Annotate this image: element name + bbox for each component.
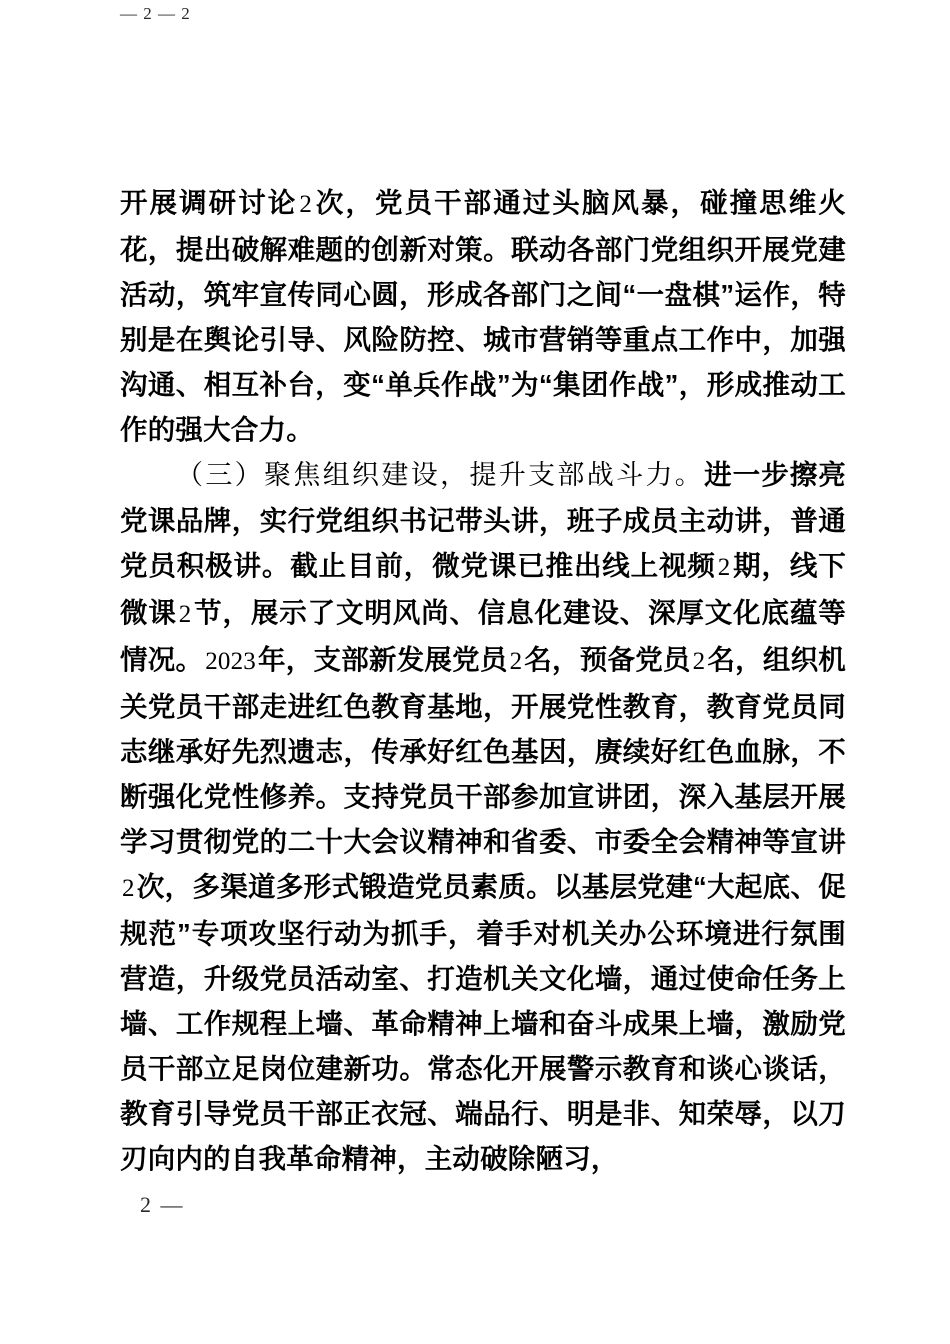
text-run: 名，预备党员	[524, 644, 691, 675]
text-run: 期，线下微课	[120, 550, 846, 628]
numeric-run: 2	[299, 191, 313, 218]
numeric-run: 2023	[205, 648, 256, 675]
numeric-run: 2	[178, 601, 192, 628]
section-heading-run: （三）聚焦组织建设，提升支部战斗力。	[176, 460, 705, 490]
numeric-run: 2	[717, 554, 731, 581]
page-number-footer: 2 —	[140, 1192, 185, 1217]
numeric-run: 2	[509, 648, 523, 675]
numeric-run: 2	[122, 875, 135, 902]
page-running-header: — 2 — 2	[120, 4, 191, 23]
paragraph	[120, 180, 846, 452]
text-run: 名，组织机关党员干部走进红色教育基地，开展党性教育，教育党员同志继承好先烈遗志，传承好红色基因，赓续好红色血脉，不断强化党性修养。支持党员干部参加宣讲团，深入基层开展学习贯彻党的二十大会议精神和省委、市委全会精神等宣讲	[120, 644, 846, 857]
paragraph	[120, 452, 846, 1181]
text-run: 节，展示了文明风尚、信息化建设、深厚文化底蕴等情况。	[120, 597, 846, 675]
text-run: 年，支部新发展党员	[258, 644, 508, 675]
text-run: 次，党员干部通过头脑风暴，碰撞思维火花，提出破解难题的创新对策。联动各部门党组织开展党建活动，筑牢宣传同心圆，形成各部门之间“一盘棋”运作，特别是在舆论引导、风险防控、城市营销等重点工作中，加强沟通、相互补台，变“单兵作战”为“集团作战”，形成推动工作的强大合力。	[120, 187, 846, 445]
text-run: 次，多渠道多形式锻造党员素质。以基层党建“大起底、促规范”专项攻坚行动为抓手，着手对机关办公环境进行氛围营造，升级党员活动室、打造机关文化墙，通过使命任务上墙、工作规程上墙、革命精神上墙和奋斗成果上墙，激励党员干部立足岗位建新功。常态化开展警示教育和谈心谈话，教育引导党员干部正衣冠、端品行、明是非、知荣辱，以刀刃向内的自我革命精神，主动破除陋习，	[120, 871, 846, 1174]
text-run: 进一步擦亮党课品牌，实行党组织书记带头讲，班子成员主动讲，普通党员积极讲。截止目前，微党课已推出线上视频	[120, 459, 847, 581]
numeric-run: 2	[692, 648, 706, 675]
document-body	[120, 180, 846, 1181]
text-run: 开展调研讨论	[120, 187, 298, 218]
